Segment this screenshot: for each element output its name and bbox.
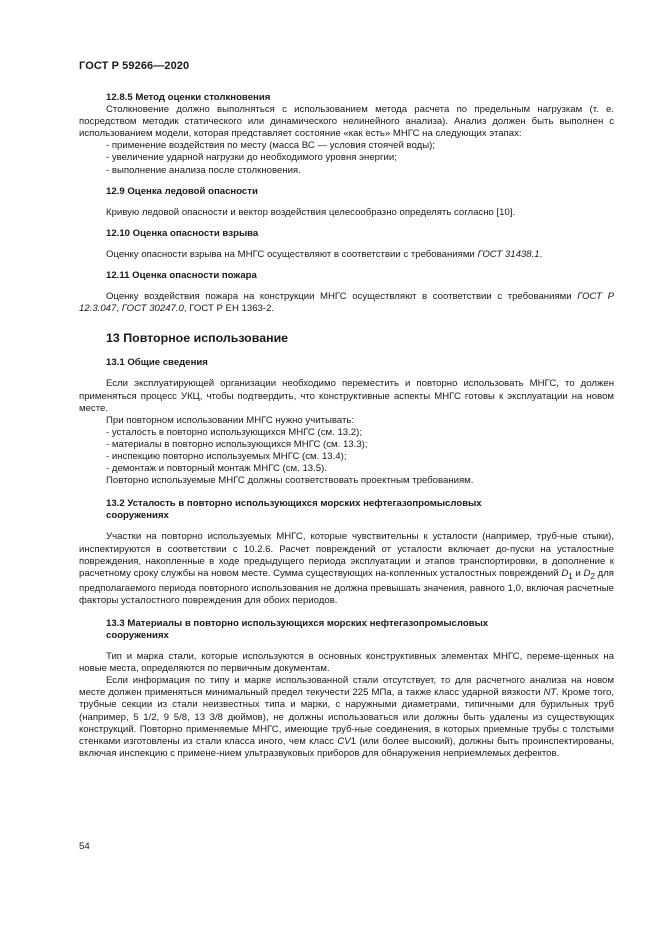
variable-d: D xyxy=(561,567,569,579)
section-13-3-paragraph: Тип и марка стали, которые используются в основных конструктивных элементах МНГС, переме-щенных на новые места, определяются по первичным документам. xyxy=(79,651,614,675)
section-13-1-paragraph: Повторно используемые МНГС должны соответствовать проектным требованиям. xyxy=(106,475,474,487)
list-item: - выполнение анализа после столкновения. xyxy=(106,164,301,176)
section-13-1-paragraph: При повторном использовании МНГС нужно учитывать: xyxy=(106,414,355,426)
section-12-11-paragraph: Оценку воздействия пожара на конструкции МНГС осуществляют в соответствии с требованиями ГОСТ Р 12.3.047, ГОСТ 30247.0, ГОСТ Р ЕН 1363-2. xyxy=(79,291,614,315)
list-item: - увеличение ударной нагрузки до необходимого уровня энергии; xyxy=(106,152,397,164)
section-12-8-5-paragraph: Столкновение должно выполняться с использованием метода расчета по предельным нагрузкам (т. е. посредством методик статического или динамического нелинейного анализа). Анализ должен быть выполнен с использованием модели, которая представляет состояние «как есть» МНГС на следующих этапах: xyxy=(79,104,614,140)
document-body xyxy=(79,92,614,760)
section-13-1-paragraph: Если эксплуатирующей организации необходимо переместить и повторно использовать МНГС, то должен применяться процесс УКЦ, чтобы подтвердить, что конструктивные аспекты МНГС готовы к эксплуатации на новом месте. xyxy=(79,378,614,414)
section-13-heading: 13 Повторное использование xyxy=(106,331,289,346)
list-item: - применение воздействия по месту (масса ВС — условия стоячей воды); xyxy=(106,140,436,152)
section-12-10-paragraph: Оценку опасности взрыва на МНГС осуществляют в соответствии с требованиями ГОСТ 31438.1. xyxy=(106,248,543,260)
impact-class-cv: CV xyxy=(337,735,351,747)
section-12-10-heading: 12.10 Оценка опасности взрыва xyxy=(106,227,259,239)
section-12-11-heading: 12.11 Оценка опасности пожара xyxy=(106,270,257,282)
section-13-2-paragraph: Участки на повторно используемых МНГС, которые чувствительны к усталости (например, труб-ные стыки), инспектируются в соответствии с 10.2.6. Расчет повреждений от усталости включает до-пуски на усталостные повреждения, накопленные в ходе предыдущего периода эксплуатации и этапов транспортировки, в дополнение к расчетному сроку службы на новом месте. Сумма существующих на-копленных усталостных повреждений $D_1$ и $D_2$ для предполагаемого периода повторного использования не должна превышать значения, равного 1,0, включая расчетные факторы усталостного повреждения для обоих периодов. xyxy=(79,531,614,606)
variable-d: D xyxy=(583,567,591,579)
standard-reference: ГОСТ 31438.1 xyxy=(477,248,540,260)
page-number: 54 xyxy=(79,841,90,852)
standard-reference: ГОСТ Р 12.3.047 xyxy=(79,291,614,315)
section-13-1-heading: 13.1 Общие сведения xyxy=(106,357,208,369)
section-12-8-5-heading: 12.8.5 Метод оценки столкновения xyxy=(106,92,271,103)
list-item: - инспекцию повторно используемых МНГС (см. 13.4); xyxy=(106,450,347,462)
section-13-3-heading: 13.3 Материалы в повторно использующихся морских нефтегазопромысловых сооружениях xyxy=(106,617,489,641)
list-item: - материалы в повторно использующихся МНГС (см. 13.3); xyxy=(106,438,368,450)
section-12-9-paragraph: Кривую ледовой опасности и вектор воздействия целесообразно определять согласно [10]. xyxy=(106,206,516,218)
section-12-9-heading: 12.9 Оценка ледовой опасности xyxy=(106,185,258,197)
list-item: - демонтаж и повторный монтаж МНГС (см. 13.5). xyxy=(106,463,328,475)
standard-reference: ГОСТ 30247.0 xyxy=(121,303,184,315)
impact-class-nt: NT xyxy=(543,687,557,699)
section-13-2-heading: 13.2 Усталость в повторно использующихся морских нефтегазопромысловых сооружениях xyxy=(106,498,482,522)
document-code-header: ГОСТ Р 59266—2020 xyxy=(79,60,190,72)
list-item: - усталость в повторно использующихся МНГС (см. 13.2); xyxy=(106,426,362,438)
section-13-3-paragraph: Если информация по типу и марке использованной стали отсутствует, то для расчетного анализа на новом месте должен применяться минимальный предел текучести 225 МПа, а также класс ударной вязкости NT. Кроме того, трубные секции из стали неизвестных типа и марки, с наружными диаметрами, типичными для бурильных труб (например, 5 1/2, 9 5/8, 13 3/8 дюймов), не должны использоваться или должны быть удалены из существующих конструкций. Повторно применяемые МНГС, имеющие труб-ные соединения, в которых приемные трубы с толстыми стенками изготовлены из стали класса иного, чем класс CV1 (или более высокий), должны быть проинспектированы, включая инспекцию с примене-нием ультразвуковых приборов для обнаружения неприемлемых дефектов. xyxy=(79,675,614,759)
